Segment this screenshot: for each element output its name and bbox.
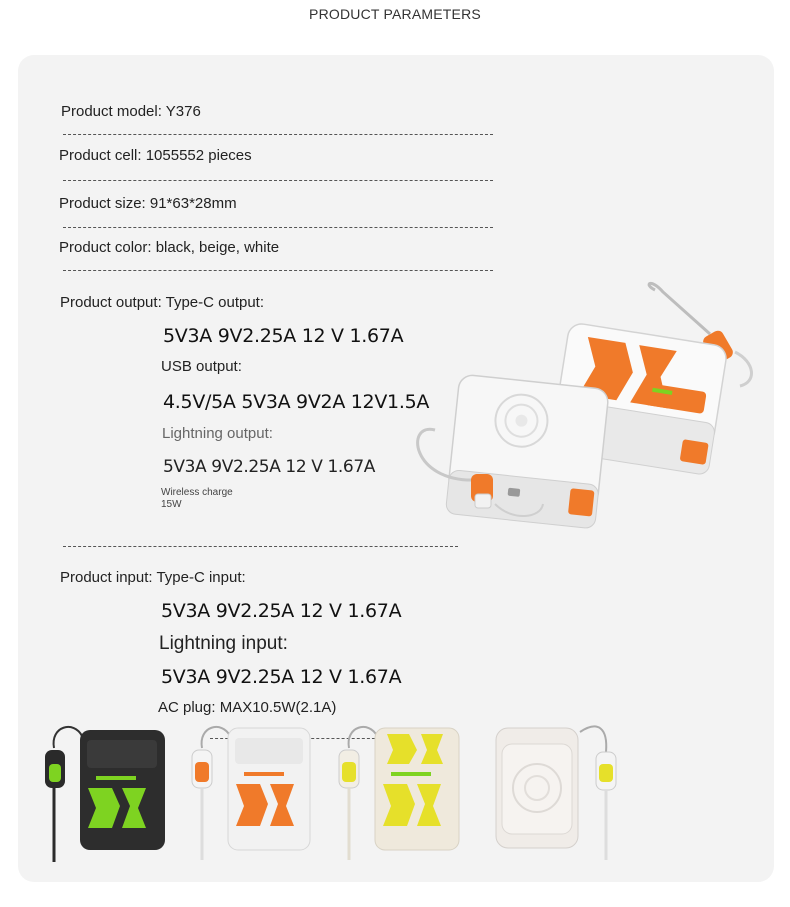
variant-black-green-image [40, 722, 170, 867]
divider [63, 546, 458, 547]
product-cell: Product cell: 1055552 pieces [59, 147, 252, 164]
divider [63, 270, 493, 271]
variant-beige-yellow-image [335, 722, 465, 867]
output-label: Product output: Type-C output: [60, 294, 265, 311]
divider [63, 134, 493, 135]
typec-output-spec: 5V3A 9V2.25A 12 V 1.67A [163, 325, 404, 347]
ac-plug-spec: AC plug: MAX10.5W(2.1A) [158, 699, 337, 716]
wireless-charge-value: 15W [161, 499, 182, 510]
divider [63, 180, 493, 181]
typec-input-spec: 5V3A 9V2.25A 12 V 1.67A [161, 600, 402, 622]
variant-white-plain-image [490, 722, 630, 867]
usb-output-spec: 4.5V/5A 5V3A 9V2A 12V1.5A [163, 391, 430, 413]
usb-output-label: USB output: [161, 358, 242, 375]
page-title: PRODUCT PARAMETERS [309, 6, 481, 22]
lightning-input-spec: 5V3A 9V2.25A 12 V 1.67A [161, 666, 402, 688]
lightning-input-label: Lightning input: [159, 633, 288, 654]
input-label: Product input: Type-C input: [60, 569, 246, 586]
power-bank-hero-image [405, 282, 775, 532]
divider [63, 227, 493, 228]
product-model: Product model: Y376 [61, 103, 201, 120]
variant-white-orange-image [188, 722, 318, 867]
wireless-charge-label: Wireless charge [161, 487, 233, 498]
lightning-output-label: Lightning output: [162, 425, 273, 442]
lightning-output-spec: 5V3A 9V2.25A 12 V 1.67A [163, 457, 375, 477]
product-color: Product color: black, beige, white [59, 239, 280, 256]
product-size: Product size: 91*63*28mm [59, 195, 237, 212]
